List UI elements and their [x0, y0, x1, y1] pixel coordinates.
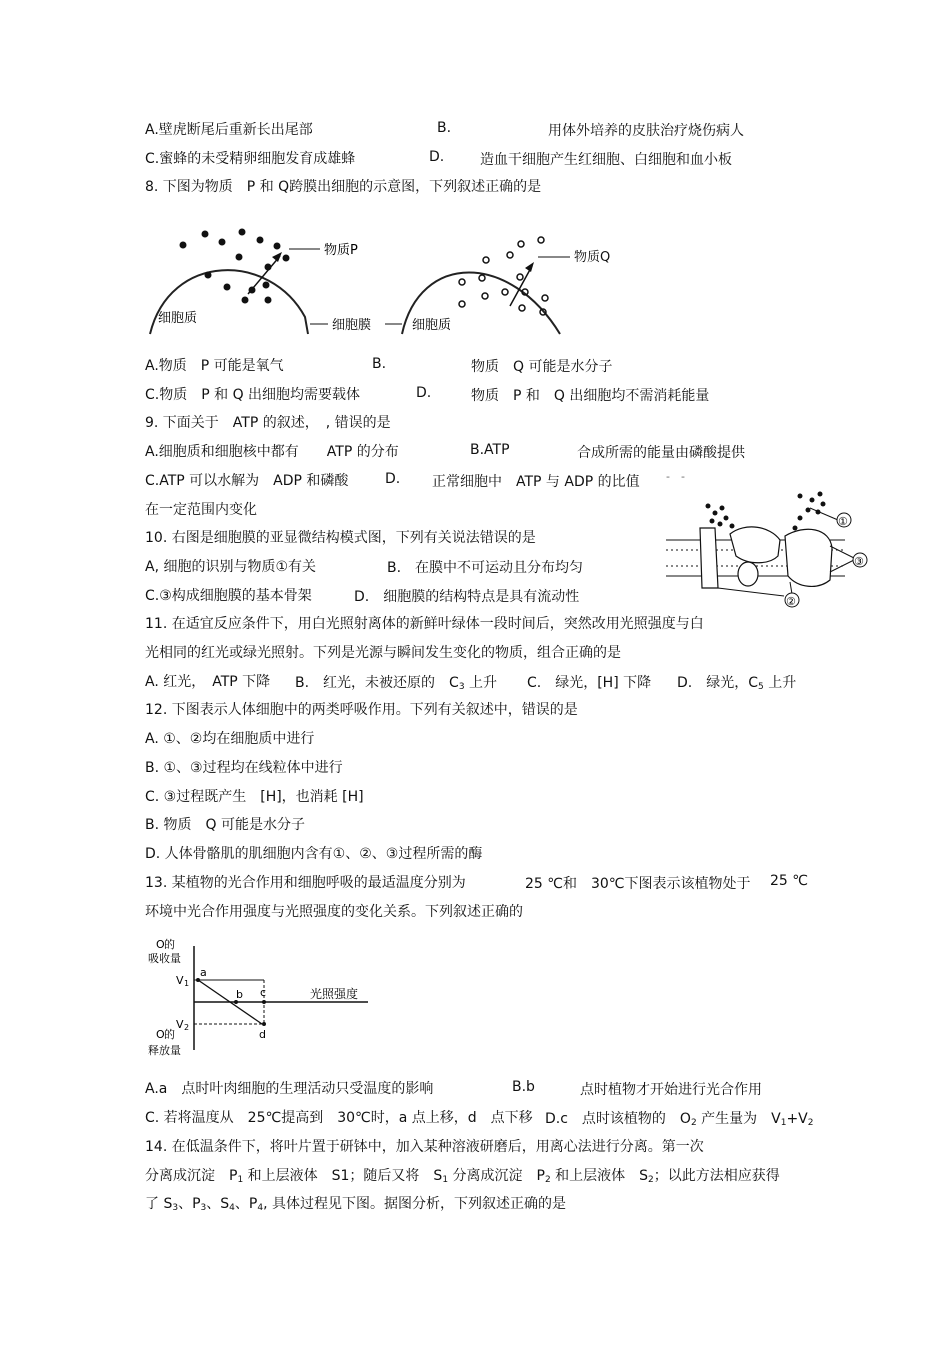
q8-option-d-text: 物质 P 和 Q 出细胞均不需消耗能量: [471, 388, 710, 404]
q12-option-a: A. ①、②均在细胞质中进行: [145, 731, 315, 747]
q9-option-d-continued: 在一定范围内变化: [145, 502, 257, 518]
q14-stem-line3: 了 $S_3$、$P_3$、$S_4$、$P_4$, 具体过程见下图。据图分析，下列叙述正确的是: [145, 1196, 566, 1213]
q8-label-cytoplasm-right: 细胞质: [412, 318, 452, 333]
q10-callout-1: ①: [838, 515, 848, 528]
q7-option-d-letter: D.: [429, 149, 445, 165]
q12-option-b: B. ①、③过程均在线粒体中进行: [145, 760, 343, 776]
q12-option-c: C. ③过程既产生 [H]，也消耗 [H]: [145, 789, 364, 805]
q13-stem-line1-env-temp: 25 ℃: [770, 873, 808, 889]
q13-y-top-de: 的: [164, 938, 175, 951]
q7-option-c: C.蜜蜂的未受精卵细胞发育成雄蜂: [145, 151, 356, 167]
q13-point-d-dot: [262, 1022, 266, 1026]
q8-option-b-letter: B.: [372, 356, 387, 372]
q7-option-a: A.壁虎断尾后重新长出尾部: [145, 122, 313, 138]
q9-option-d-letter: D.: [385, 471, 401, 487]
q7-option-b-letter: B.: [437, 120, 452, 136]
q10-protein-right: [785, 529, 832, 586]
q13-y-top-label: 吸收量: [148, 952, 181, 965]
q9-option-b-text: 合成所需的能量由磷酸提供: [577, 445, 745, 461]
q10-glycocalyx: [706, 492, 826, 535]
q13-label-d: d: [259, 1028, 266, 1041]
q11-stem-line2: 光相同的红光或绿光照射。下列是光源与瞬间发生变化的物质，组合正确的是: [145, 645, 621, 661]
q11-option-a: A. 红光， ATP 下降: [145, 674, 271, 690]
q12-stem: 12. 下图表示人体细胞中的两类呼吸作用。下列有关叙述中，错误的是: [145, 702, 578, 718]
q8-label-cytoplasm-left: 细胞质: [158, 311, 198, 326]
q11-stem-line1: 11. 在适宜反应条件下，用白光照射离体的新鲜叶绿体一段时间后，突然改用光照强度与白: [145, 616, 704, 632]
q10-option-b: B. 在膜中不可运动且分布均匀: [387, 560, 584, 576]
q13-option-b-letter: B.b: [512, 1079, 535, 1095]
q10-stem: 10. 右图是细胞膜的亚显微结构模式图，下列有关说法错误的是: [145, 530, 536, 546]
q9-option-d-text: 正常细胞中 ATP 与 ADP 的比值: [432, 474, 640, 490]
svg-text:1: 1: [184, 979, 190, 988]
q8-label-substance-p: 物质P: [324, 243, 358, 258]
q10-option-d: D. 细胞膜的结构特点是具有流动性: [354, 589, 580, 605]
q13-point-c-dot: [262, 1000, 266, 1004]
q7-option-b-text: 用体外培养的皮肤治疗烧伤病人: [548, 123, 744, 139]
q13-stem-line2: 环境中光合作用强度与光照强度的变化关系。下列叙述正确的: [145, 904, 523, 920]
q9-marks: - -: [666, 470, 685, 483]
q8-option-a: A.物质 P 可能是氧气: [145, 358, 284, 374]
q11-option-c: C. 绿光，[H] 下降: [527, 675, 652, 691]
q10-option-c: C.③构成细胞膜的基本骨架: [145, 588, 312, 604]
q10-callout-3: ③: [854, 555, 864, 568]
q8-option-c: C.物质 P 和 Q 出细胞均需要载体: [145, 387, 361, 403]
q11-option-b: B. 红光，未被还原的 $C_3$ 上升: [295, 675, 498, 692]
q10-protein-middle: [730, 527, 780, 563]
q12-option-d: D. 人体骨骼肌的肌细胞内含有①、②、③过程所需的酶: [145, 846, 483, 862]
q13-v1-label: V: [176, 974, 184, 987]
q13-label-b: b: [236, 988, 243, 1001]
q8-option-b-text: 物质 Q 可能是水分子: [471, 359, 613, 375]
q10-callout-2: ②: [786, 595, 796, 608]
q13-label-a: a: [200, 966, 207, 979]
q13-option-d: D.c 点时该植物的 $O_2$ 产生量为 $V_1+V_2$: [545, 1111, 814, 1128]
svg-text:2: 2: [184, 1023, 190, 1032]
q9-option-c: C.ATP 可以水解为 ADP 和磷酸: [145, 473, 349, 489]
q7-option-d-text: 造血干细胞产生红细胞、白细胞和血小板: [480, 152, 732, 168]
q13-light-intensity-graph: [140, 932, 380, 1062]
q12-option-b-repeat: B. 物质 Q 可能是水分子: [145, 817, 305, 833]
q13-option-a: A.a 点时叶肉细胞的生理活动只受温度的影响: [145, 1081, 434, 1097]
q13-label-c: c: [260, 986, 267, 999]
q13-stem-line1: 13. 某植物的光合作用和细胞呼吸的最适温度分别为: [145, 875, 466, 891]
q8-label-substance-q: 物质Q: [574, 250, 611, 265]
q13-v2-label: V: [176, 1018, 184, 1031]
q8-membrane-transport-figure: [140, 212, 580, 342]
q13-option-c: C. 若将温度从 25℃提高到 30℃时，a 点上移，d 点下移: [145, 1110, 533, 1126]
q13-y-bottom-o2: O: [156, 1028, 165, 1041]
q13-y-top-o2: O: [156, 938, 165, 951]
q8-stem: 8. 下图为物质 P 和 Q跨膜出细胞的示意图，下列叙述正确的是: [145, 179, 542, 195]
q13-y-bottom-de: 的: [164, 1028, 175, 1041]
q10-option-a: A, 细胞的识别与物质①有关: [145, 559, 317, 575]
q13-x-label: 光照强度: [310, 987, 359, 1001]
q10-protein-left: [700, 528, 718, 588]
q14-stem-line2: 分离成沉淀 $P_1$ 和上层液体 S1；随后又将 $S_1$ 分离成沉淀 $P_2$ 和上层液体 $S_2$；以此方法相应获得: [145, 1168, 780, 1185]
q8-label-membrane: 细胞膜: [332, 318, 372, 333]
q13-y-bottom-label: 释放量: [148, 1044, 181, 1057]
q8-option-d-letter: D.: [416, 385, 432, 401]
q9-option-a: A.细胞质和细胞核中都有 ATP 的分布: [145, 444, 399, 460]
q14-stem-line1: 14. 在低温条件下，将叶片置于研钵中，加入某种溶液研磨后，用离心法进行分离。第一次: [145, 1139, 704, 1155]
q13-option-b-text: 点时植物才开始进行光合作用: [580, 1082, 762, 1098]
q9-stem: 9. 下面关于 ATP 的叙述， , 错误的是: [145, 415, 391, 431]
q8-particles-p: [180, 229, 290, 304]
q11-option-d: D. 绿光，$C_5$ 上升: [677, 675, 797, 692]
q10-membrane-figure: [660, 488, 875, 610]
q9-option-b-letter: B.ATP: [470, 442, 510, 458]
q13-stem-line1-temps: 25 ℃和 30℃下图表示该植物处于: [525, 876, 751, 892]
